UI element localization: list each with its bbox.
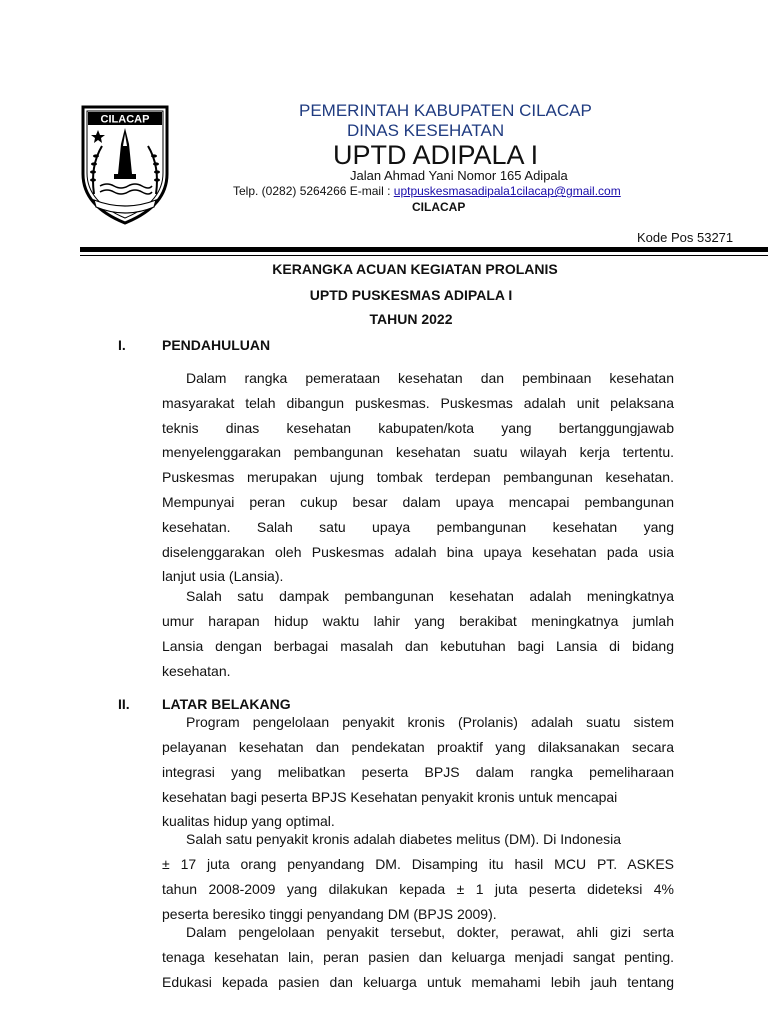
paragraph-line: Lansia dengan berbagai masalah dan kebutuhan bagi Lansia di bidang [162,638,674,654]
paragraph-line: peserta beresiko tinggi penyandang DM (BPJS 2009). [162,906,497,922]
paragraph-line: kesehatan. [162,663,231,679]
paragraph-line: ± 17 juta orang penyandang DM. Disamping itu hasil MCU PT. ASKES [162,856,674,872]
cilacap-emblem-logo [80,104,170,226]
letterhead-unit-name: UPTD ADIPALA I [333,140,539,170]
paragraph-line: menyelenggarakan pembangunan kesehatan suatu wilayah kerja tertentu. [162,444,674,460]
paragraph-line: Dalam pengelolaan penyakit tersebut, dokter, perawat, ahli gizi serta [186,924,674,940]
paragraph-line: masyarakat telah dibangun puskesmas. Puskesmas adalah unit pelaksana [162,395,674,411]
letterhead-contact [233,184,621,198]
paragraph-line: kualitas hidup yang optimal. [162,813,335,829]
document-subtitle-org: UPTD PUSKESMAS ADIPALA I [309,287,513,303]
document-subtitle-year: TAHUN 2022 [369,311,453,327]
document-title: KERANGKA ACUAN KEGIATAN PROLANIS [272,261,558,277]
section-number: II. [118,696,130,712]
paragraph-line: Mempunyai peran cukup besar dalam upaya mencapai pembangunan [162,494,674,510]
letterhead-department: DINAS KESEHATAN [347,121,505,140]
paragraph-line: Edukasi kepada pasien dan keluarga untuk memahami lebih jauh tentang [162,974,674,990]
paragraph-line: Salah satu dampak pembangunan kesehatan adalah meningkatnya [186,588,674,604]
section-heading: LATAR BELAKANG [162,696,291,712]
letterhead-phone: Telp. (0282) 5264266 E-mail : [233,184,394,198]
paragraph-line: kesehatan. Salah satu upaya pembangunan kesehatan yang [162,519,674,535]
paragraph-line: Salah satu penyakit kronis adalah diabetes melitus (DM). Di Indonesia [186,831,622,847]
letterhead-email-link[interactable]: uptpuskesmasadipala1cilacap@gmail.com [393,184,621,198]
paragraph-line: umur harapan hidup waktu lahir yang berakibat meningkatnya jumlah [162,613,674,629]
letterhead-address: Jalan Ahmad Yani Nomor 165 Adipala [350,168,568,183]
paragraph-line: integrasi yang melibatkan peserta BPJS dalam rangka pemeliharaan [162,764,674,780]
paragraph-line: lanjut usia (Lansia). [162,568,284,584]
paragraph-line: kesehatan bagi peserta BPJS Kesehatan penyakit kronis untuk mencapai [162,789,618,805]
letterhead-divider-thin [80,255,768,256]
letterhead-postal-code: Kode Pos 53271 [637,230,734,245]
paragraph-line: Puskesmas merupakan ujung tombak terdepan pembangunan kesehatan. [162,469,674,485]
paragraph-line: Dalam rangka pemerataan kesehatan dan pembinaan kesehatan [186,370,674,386]
paragraph-line: teknis dinas kesehatan kabupaten/kota yang bertanggungjawab [162,420,674,436]
paragraph-line: tahun 2008-2009 yang dilakukan kepada ± 1 juta peserta dideteksi 4% [162,881,674,897]
letterhead-city: CILACAP [412,200,466,214]
paragraph-line: Program pengelolaan penyakit kronis (Prolanis) adalah suatu sistem [186,714,674,730]
letterhead-divider-thick [80,247,768,252]
section-heading: PENDAHULUAN [162,337,271,353]
svg-text:CILACAP: CILACAP [100,113,150,126]
letterhead-government: PEMERINTAH KABUPATEN CILACAP [299,101,592,120]
section-number: I. [118,337,126,353]
paragraph-line: tenaga kesehatan lain, peran pasien dan keluarga menjadi sangat penting. [162,949,674,965]
paragraph-line: diselenggarakan oleh Puskesmas adalah bina upaya kesehatan pada usia [162,544,674,560]
paragraph-line: pelayanan kesehatan dan pendekatan proaktif yang dilaksanakan secara [162,739,674,755]
